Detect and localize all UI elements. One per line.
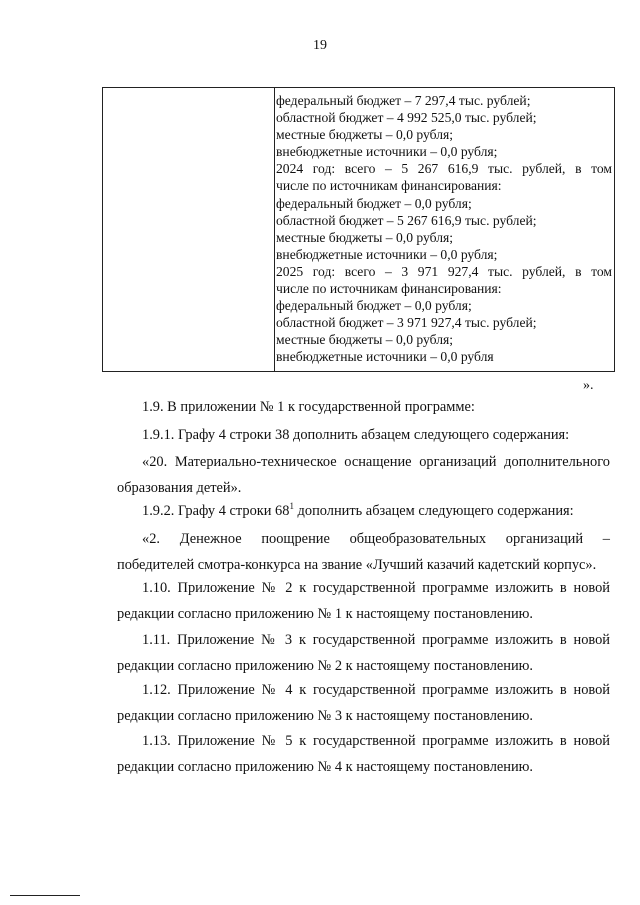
table-left-cell	[103, 88, 275, 371]
table-line: 2025 год: всего – 3 971 927,4 тыс. рублей, в том	[276, 263, 612, 279]
paragraph-1-10: 1.10. Приложение № 2 к государственной программе изложить в новой редакции согласно приложению № 1 к настоящему постановлению.	[117, 580, 610, 622]
table-right-cell	[276, 92, 612, 366]
table-line: федеральный бюджет – 7 297,4 тыс. рублей;	[276, 93, 531, 108]
closing-quote: ».	[583, 378, 594, 393]
table-line: федеральный бюджет – 0,0 рубля;	[276, 195, 472, 211]
table-line: внебюджетные источники – 0,0 рубля;	[276, 144, 498, 160]
paragraph-item-20: «20. Материально-техническое оснащение организаций дополнительного образования детей».	[117, 454, 610, 496]
table-line: внебюджетные источники – 0,0 рубля	[276, 349, 494, 365]
table-line: областной бюджет – 3 971 927,4 тыс. рублей;	[276, 315, 537, 331]
paragraph-1-9: 1.9. В приложении № 1 к государственной программе:	[142, 399, 475, 415]
table-line: местные бюджеты – 0,0 рубля;	[276, 229, 454, 245]
paragraph-1-12: 1.12. Приложение № 4 к государственной программе изложить в новой редакции согласно приложению № 3 к настоящему постановлению.	[117, 682, 610, 724]
table-line: местные бюджеты – 0,0 рубля;	[276, 332, 454, 348]
table-line: числе по источникам финансирования:	[276, 281, 502, 297]
page-number: 19	[313, 38, 327, 53]
paragraph-1-11: 1.11. Приложение № 3 к государственной программе изложить в новой редакции согласно приложению № 2 к настоящему постановлению.	[117, 632, 610, 674]
financing-table	[102, 87, 615, 372]
footnote-rule	[10, 895, 80, 896]
table-line: числе по источникам финансирования:	[276, 178, 502, 194]
table-line: местные бюджеты – 0,0 рубля;	[276, 127, 454, 143]
table-line: федеральный бюджет – 0,0 рубля;	[276, 298, 472, 314]
table-line: внебюджетные источники – 0,0 рубля;	[276, 246, 498, 262]
footnote-superscript: 1	[289, 501, 294, 512]
paragraph-1-9-1: 1.9.1. Графу 4 строки 38 дополнить абзацем следующего содержания:	[142, 427, 570, 443]
table-line: областной бюджет – 5 267 616,9 тыс. рублей;	[276, 212, 537, 228]
paragraph-1-9-2: 1.9.2. Графу 4 строки $68^1$ дополнить абзацем следующего содержания:	[142, 501, 574, 519]
table-line: 2024 год: всего – 5 267 616,9 тыс. рублей, в том	[276, 161, 612, 177]
table-line: областной бюджет – 4 992 525,0 тыс. рублей;	[276, 110, 537, 126]
paragraph-1-13: 1.13. Приложение № 5 к государственной программе изложить в новой редакции согласно приложению № 4 к настоящему постановлению.	[117, 733, 610, 775]
paragraph-item-2: «2. Денежное поощрение общеобразовательных организаций – победителей смотра-конкурса на звание «Лучший казачий кадетский корпус».	[117, 531, 610, 573]
